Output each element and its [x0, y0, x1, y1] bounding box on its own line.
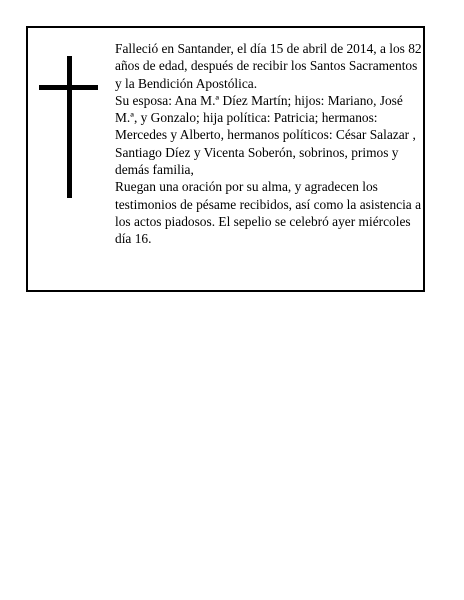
family-paragraph: Su esposa: Ana M.ª Díez Martín; hijos: Mariano, José M.ª, y Gonzalo; hija política: Patricia; hermanos: Mercedes y Alberto, hermanos políticos: César Salazar , Santiago Díez y Vicenta Soberón, sobrinos, primos y demás familia,	[115, 92, 416, 178]
prayer-request-paragraph: Ruegan una oración por su alma, y agradecen los testimonios de pésame recibidos, así como la asistencia a los actos piadosos. El sepelio se celebró ayer miércoles día 16.	[115, 179, 422, 247]
obituary-notice	[26, 26, 425, 292]
notice-text	[115, 40, 423, 248]
death-announcement-paragraph: Falleció en Santander, el día 15 de abril de 2014, a los 82 años de edad, después de recibir los Santos Sacramentos y la Bendición Apostólica.	[115, 41, 422, 91]
cross-horizontal-bar	[39, 85, 98, 90]
cross-vertical-bar	[67, 56, 72, 198]
